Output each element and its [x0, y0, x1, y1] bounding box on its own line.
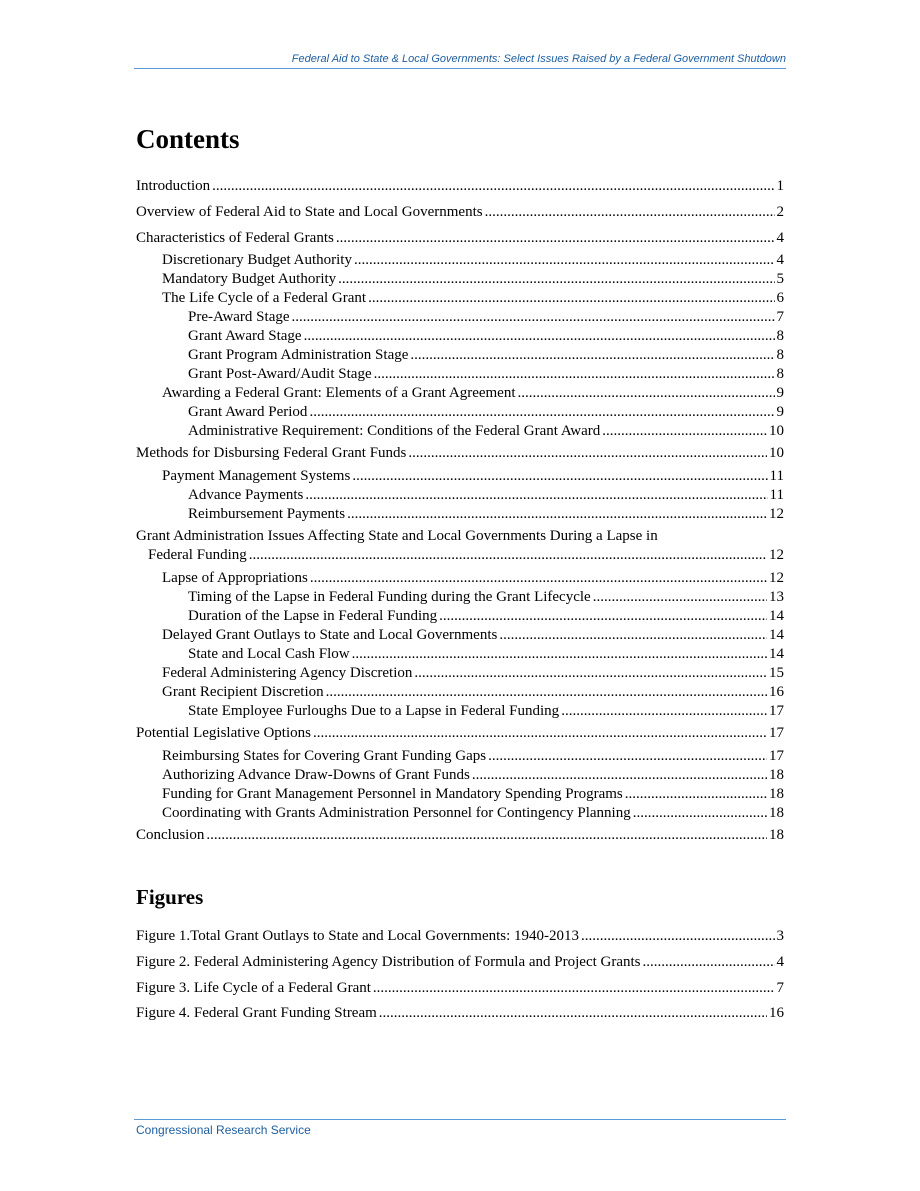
- toc-entry[interactable]: [136, 747, 784, 766]
- toc-leader-dots: [561, 702, 767, 721]
- toc-entry[interactable]: [136, 505, 784, 524]
- toc-entry[interactable]: [136, 384, 784, 403]
- toc-entry-page: 18: [769, 767, 784, 783]
- toc-leader-dots: [379, 1004, 767, 1023]
- toc-entry[interactable]: [136, 724, 784, 743]
- toc-leader-dots: [408, 444, 767, 463]
- toc-entry[interactable]: [136, 229, 784, 248]
- toc-leader-dots: [581, 927, 774, 946]
- toc-entry-title: Duration of the Lapse in Federal Funding: [188, 608, 438, 624]
- toc-entry-line1[interactable]: [136, 527, 784, 546]
- toc-entry-title: The Life Cycle of a Federal Grant: [162, 290, 367, 306]
- toc-entry-page: 8: [776, 328, 784, 344]
- toc-leader-dots: [593, 588, 767, 607]
- toc-entry[interactable]: [136, 486, 784, 505]
- toc-entry-page: 18: [769, 805, 784, 821]
- toc-leader-dots: [352, 645, 767, 664]
- toc-leader-dots: [326, 683, 767, 702]
- toc-entry-page: 14: [769, 608, 784, 624]
- toc-entry-title: Pre-Award Stage: [188, 309, 290, 325]
- toc-entry-page: 6: [776, 290, 784, 306]
- toc-entry-title: Grant Program Administration Stage: [188, 347, 409, 363]
- toc-entry[interactable]: [136, 422, 784, 441]
- toc-entry-page: 4: [776, 230, 784, 246]
- contents-title: Contents: [136, 124, 240, 154]
- toc-leader-dots: [292, 308, 775, 327]
- figures-title: Figures: [136, 885, 204, 909]
- toc-entry-title: Funding for Grant Management Personnel in Mandatory Spending Programs: [162, 786, 623, 802]
- toc-leader-dots: [354, 251, 775, 270]
- toc-entry[interactable]: [136, 444, 784, 463]
- toc-entry[interactable]: [136, 546, 784, 565]
- toc-entry[interactable]: [136, 467, 784, 486]
- toc-entry-page: 18: [769, 827, 784, 843]
- toc-leader-dots: [336, 229, 775, 248]
- toc-entry-title: Advance Payments: [188, 487, 304, 503]
- toc-entry[interactable]: [136, 270, 784, 289]
- figure-entry-page: 7: [776, 980, 784, 996]
- toc-entry-page: 17: [769, 703, 784, 719]
- toc-entry-title: Administrative Requirement: Conditions of the Federal Grant Award: [188, 423, 601, 439]
- toc-leader-dots: [472, 766, 767, 785]
- toc-leader-dots: [309, 403, 774, 422]
- toc-entry-page: 9: [776, 385, 784, 401]
- figure-entry-title: Figure 3. Life Cycle of a Federal Grant: [136, 980, 371, 996]
- toc-entry[interactable]: [136, 645, 784, 664]
- toc-entry[interactable]: [136, 664, 784, 683]
- toc-entry[interactable]: [136, 804, 784, 823]
- toc-entry-title: Awarding a Federal Grant: Elements of a Grant Agreement: [162, 385, 516, 401]
- toc-entry-title: Grant Post-Award/Audit Stage: [188, 366, 372, 382]
- toc-entry-page: 16: [769, 684, 784, 700]
- toc-entry[interactable]: [136, 826, 784, 845]
- toc-entry-title: Characteristics of Federal Grants: [136, 230, 334, 246]
- toc-entry[interactable]: [136, 569, 784, 588]
- toc-entry-title: Discretionary Budget Authority: [162, 252, 352, 268]
- toc-entry-page: 17: [769, 748, 784, 764]
- toc-entry[interactable]: [136, 626, 784, 645]
- toc-leader-dots: [602, 422, 767, 441]
- toc-entry-title: Conclusion: [136, 827, 205, 843]
- toc-entry-page: 12: [769, 506, 784, 522]
- toc-leader-dots: [414, 664, 767, 683]
- toc-entry-page: 10: [769, 423, 784, 439]
- toc-entry[interactable]: [136, 607, 784, 626]
- toc-entry-title: Grant Administration Issues Affecting State and Local Governments During a Lapse in: [136, 528, 658, 544]
- toc-leader-dots: [310, 569, 767, 588]
- toc-entry-page: 12: [769, 570, 784, 586]
- toc-entry[interactable]: [136, 683, 784, 702]
- toc-entry-title: Coordinating with Grants Administration Personnel for Contingency Planning: [162, 805, 631, 821]
- toc-leader-dots: [518, 384, 775, 403]
- toc-entry[interactable]: [136, 308, 784, 327]
- toc-entry[interactable]: [136, 365, 784, 384]
- toc-entry-page: 14: [769, 646, 784, 662]
- header-rule: [134, 68, 786, 69]
- toc-entry-title: Grant Recipient Discretion: [162, 684, 324, 700]
- toc-entry-page: 5: [776, 271, 784, 287]
- toc-entry-title: Payment Management Systems: [162, 468, 351, 484]
- toc-entry-title: Federal Administering Agency Discretion: [162, 665, 413, 681]
- toc-leader-dots: [313, 724, 767, 743]
- toc-entry-page: 7: [776, 309, 784, 325]
- toc-entry-title: Lapse of Appropriations: [162, 570, 308, 586]
- toc-entry-page: 11: [769, 487, 784, 503]
- toc-entry-title: Introduction: [136, 178, 211, 194]
- toc-entry-title-continued: Federal Funding: [148, 547, 247, 563]
- toc-entry-page: 10: [769, 445, 784, 461]
- toc-leader-dots: [643, 953, 775, 972]
- toc-entry[interactable]: [136, 346, 784, 365]
- figure-entry[interactable]: [136, 1004, 784, 1023]
- toc-entry[interactable]: [136, 251, 784, 270]
- toc-leader-dots: [206, 826, 767, 845]
- toc-entry[interactable]: [136, 327, 784, 346]
- toc-entry-title: Overview of Federal Aid to State and Local Governments: [136, 204, 483, 220]
- toc-entry[interactable]: [136, 702, 784, 721]
- toc-leader-dots: [499, 626, 767, 645]
- toc-entry-page: 12: [769, 547, 784, 563]
- toc-entry-title: Mandatory Budget Authority: [162, 271, 337, 287]
- toc-leader-dots: [249, 546, 767, 565]
- toc-entry-title: Grant Award Period: [188, 404, 308, 420]
- toc-entry-page: 1: [776, 178, 784, 194]
- toc-entry[interactable]: [136, 766, 784, 785]
- toc-entry[interactable]: [136, 785, 784, 804]
- toc-entry[interactable]: [136, 289, 784, 308]
- toc-entry-title: Timing of the Lapse in Federal Funding during the Grant Lifecycle: [188, 589, 591, 605]
- toc-entry-title: State and Local Cash Flow: [188, 646, 350, 662]
- toc-entry-title: Reimbursement Payments: [188, 506, 346, 522]
- toc-entry-title: State Employee Furloughs Due to a Lapse in Federal Funding: [188, 703, 560, 719]
- toc-leader-dots: [368, 289, 774, 308]
- toc-entry-title: Reimbursing States for Covering Grant Funding Gaps: [162, 748, 487, 764]
- toc-entry[interactable]: [136, 588, 784, 607]
- toc-entry-title: Potential Legislative Options: [136, 725, 311, 741]
- figure-entry-title: Figure 1.Total Grant Outlays to State and Local Governments: 1940-2013: [136, 928, 580, 944]
- toc-entry-page: 9: [776, 404, 784, 420]
- toc-leader-dots: [338, 270, 774, 289]
- toc-entry[interactable]: [136, 403, 784, 422]
- toc-leader-dots: [352, 467, 767, 486]
- toc-leader-dots: [347, 505, 767, 524]
- toc-leader-dots: [374, 365, 775, 384]
- toc-leader-dots: [633, 804, 767, 823]
- toc-entry-page: 2: [776, 204, 784, 220]
- toc-entry-page: 14: [769, 627, 784, 643]
- toc-entry-page: 8: [776, 347, 784, 363]
- toc-leader-dots: [485, 203, 775, 222]
- toc-leader-dots: [212, 177, 774, 196]
- running-header: Federal Aid to State & Local Governments: Select Issues Raised by a Federal Government Shutdown: [291, 53, 786, 65]
- figure-entry[interactable]: [136, 979, 784, 998]
- toc-leader-dots: [439, 607, 767, 626]
- toc-entry-title: Methods for Disbursing Federal Grant Funds: [136, 445, 407, 461]
- figure-entry-page: 4: [776, 954, 784, 970]
- toc-leader-dots: [304, 327, 775, 346]
- toc-leader-dots: [373, 979, 775, 998]
- toc-entry-title: Grant Award Stage: [188, 328, 302, 344]
- toc-leader-dots: [488, 747, 767, 766]
- toc-entry-page: 4: [776, 252, 784, 268]
- figure-entry-title: Figure 4. Federal Grant Funding Stream: [136, 1005, 377, 1021]
- toc-entry-page: 17: [769, 725, 784, 741]
- toc-entry-page: 11: [769, 468, 784, 484]
- toc-entry-title: Delayed Grant Outlays to State and Local Governments: [162, 627, 498, 643]
- footer-rule: [134, 1119, 786, 1120]
- toc-entry-title: Authorizing Advance Draw-Downs of Grant Funds: [162, 767, 470, 783]
- footer-publisher: Congressional Research Service: [136, 1123, 311, 1137]
- figure-entry-page: 3: [776, 928, 784, 944]
- toc-entry-page: 8: [776, 366, 784, 382]
- toc-entry[interactable]: [136, 177, 784, 196]
- toc-entry-page: 18: [769, 786, 784, 802]
- figure-entry[interactable]: [136, 953, 784, 972]
- toc-leader-dots: [625, 785, 767, 804]
- toc-leader-dots: [305, 486, 767, 505]
- figure-entry-page: 16: [769, 1005, 784, 1021]
- figure-entry-title: Figure 2. Federal Administering Agency Distribution of Formula and Project Grants: [136, 954, 641, 970]
- toc-entry-page: 13: [769, 589, 784, 605]
- toc-entry-page: 15: [769, 665, 784, 681]
- toc-entry[interactable]: [136, 203, 784, 222]
- toc-leader-dots: [410, 346, 774, 365]
- figure-entry[interactable]: [136, 927, 784, 946]
